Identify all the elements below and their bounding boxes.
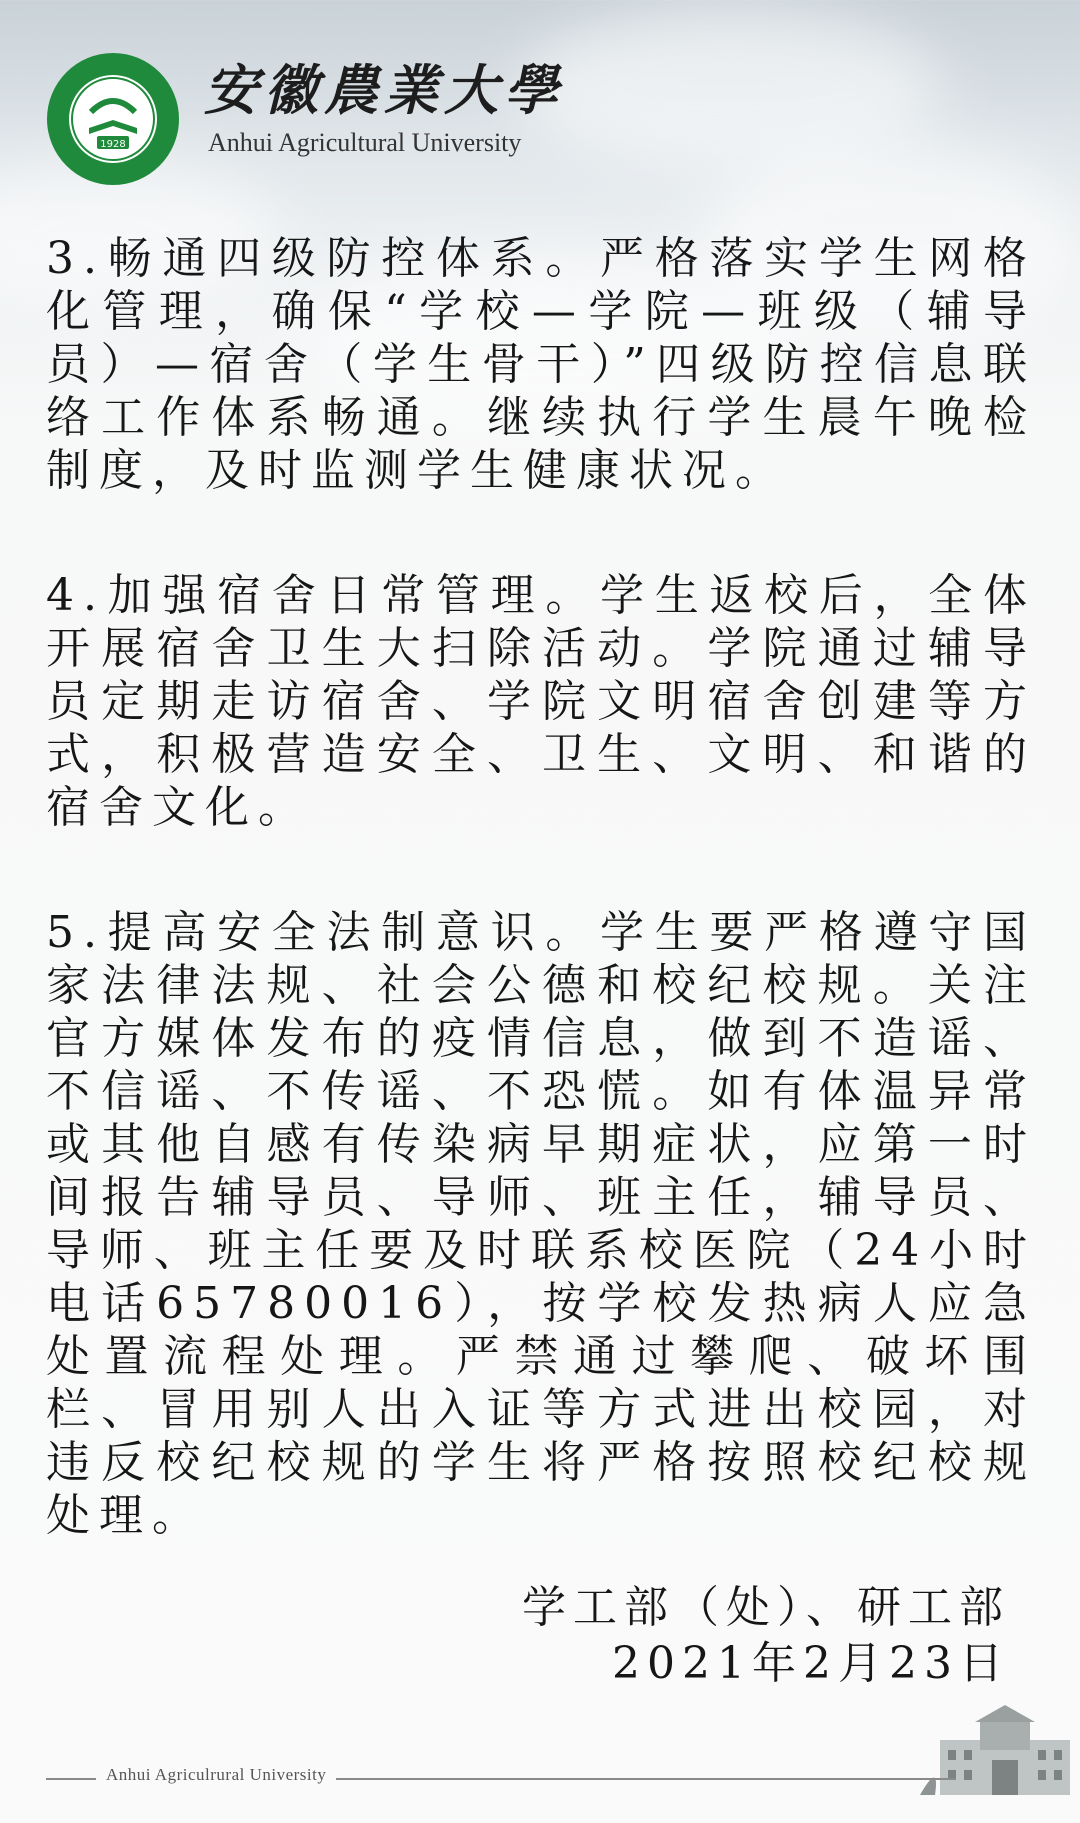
university-name-cn: 安徽農業大學 <box>204 58 564 122</box>
footer-divider <box>46 1778 96 1780</box>
footer-divider <box>336 1778 956 1780</box>
university-name-en: Anhui Agricultural University <box>208 128 522 157</box>
footer-text: Anhui Agriculrural University <box>106 1765 327 1784</box>
seal-year: 1928 <box>100 139 126 150</box>
paragraph-item-3: 3.畅通四级防控体系。严格落实学生网格化管理，确保“学校—学院—班级（辅导员）—宿舍（学生骨干）”四级防控信息联络工作体系畅通。继续执行学生晨午晚检制度，及时监测学生健康状况。 <box>46 233 1036 496</box>
letterhead <box>44 40 1044 180</box>
paragraph-item-5: 5.提高安全法制意识。学生要严格遵守国家法律法规、社会公德和校纪校规。关注官方媒体发布的疫情信息，做到不造谣、不信谣、不传谣、不恐慌。如有体温异常或其他自感有传染病早期症状，应第一时间报告辅导员、导师、班主任，辅导员、导师、班主任要及时联系校医院（24小时电话65780016），按学校发热病人应急处置流程处理。严禁通过攀爬、破坏围栏、冒用别人出入证等方式进出校园，对违反校纪校规的学生将严格按照校纪校规处理。 <box>46 907 1036 1541</box>
issuing-department: 学工部（处）、研工部 <box>522 1582 1010 1633</box>
issue-date: 2021年2月23日 <box>612 1638 1010 1689</box>
paragraph-item-4: 4.加强宿舍日常管理。学生返校后，全体开展宿舍卫生大扫除活动。学院通过辅导员定期走访宿舍、学院文明宿舍创建等方式，积极营造安全、卫生、文明、和谐的宿舍文化。 <box>46 570 1036 833</box>
footer <box>46 1755 1036 1795</box>
notice-body <box>46 232 1036 1614</box>
university-seal-icon <box>44 50 182 188</box>
signature-block <box>522 1580 1010 1692</box>
